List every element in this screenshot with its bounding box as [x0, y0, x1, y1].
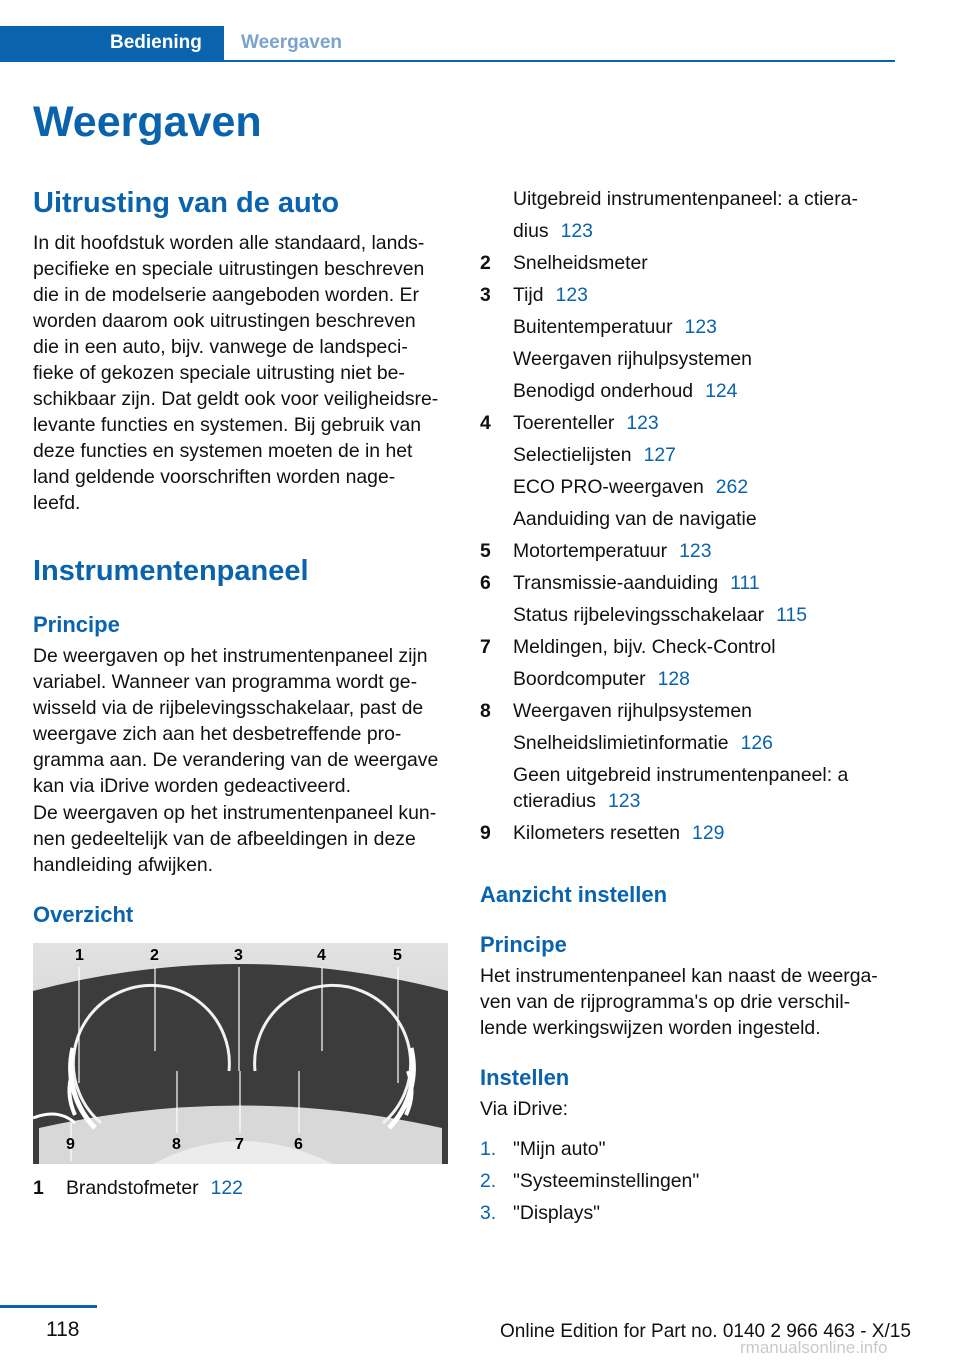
- text-line: leefd.: [33, 492, 81, 514]
- callout-5: 5: [393, 947, 402, 964]
- text-line: De weergaven op het instrumentenpaneel zijn: [33, 645, 428, 667]
- step-text: "Mijn auto": [513, 1138, 606, 1160]
- legend-label: dius: [513, 220, 549, 242]
- callout-7: 7: [235, 1136, 244, 1153]
- legend-text: [513, 503, 757, 535]
- principe-paragraph-1: [33, 643, 453, 799]
- legend-text: [513, 375, 737, 407]
- text-line: deze functies en systemen moeten de in het: [33, 440, 413, 462]
- legend-text: [513, 439, 676, 471]
- page-ref-link[interactable]: 262: [715, 476, 749, 498]
- text-line: Het instrumentenpaneel kan naast de weerga-: [480, 965, 878, 987]
- text-line: levante functies en systemen. Bij gebruik van: [33, 414, 422, 436]
- page-ref-link[interactable]: 128: [657, 668, 690, 690]
- legend-label: Status rijbelevingsschakelaar: [513, 604, 765, 626]
- text-line: lende werkingswijzen worden ingesteld.: [480, 1017, 821, 1039]
- legend-text: [513, 785, 640, 817]
- subheading-instellen: Instellen: [480, 1065, 570, 1090]
- text-line: worden daarom ook uitrustingen beschreven: [33, 310, 416, 332]
- step-number: 1.: [480, 1138, 497, 1160]
- legend-text: [513, 247, 648, 279]
- legend-text: [513, 183, 858, 215]
- footer-rule: [0, 1305, 97, 1308]
- text-line: pecifieke en speciale uitrustingen beschreven: [33, 258, 425, 280]
- legend-number: 7: [480, 636, 491, 658]
- text-line: weergave zich aan het desbetreffende pro-: [33, 723, 402, 745]
- legend-text: [513, 535, 711, 567]
- principe-paragraph-2: [33, 800, 453, 878]
- text-line: land geldende voorschriften worden nage-: [33, 466, 396, 488]
- legend-number: 9: [480, 822, 491, 844]
- legend-text: [513, 567, 760, 599]
- legend-number: 2: [480, 252, 491, 274]
- page-ref-link[interactable]: 111: [730, 572, 760, 594]
- text-line: die in de modelserie aangeboden worden. Er: [33, 284, 419, 306]
- legend-number: 4: [480, 412, 491, 434]
- legend-number: 8: [480, 700, 491, 722]
- legend-label: Buitentemperatuur: [513, 316, 673, 338]
- legend-label: Motortemperatuur: [513, 540, 668, 562]
- text-line: nen gedeeltelijk van de afbeeldingen in deze: [33, 828, 416, 850]
- legend-number: 3: [480, 284, 491, 306]
- text-line: handleiding afwijken.: [33, 854, 214, 876]
- text-line: ven van de rijprogramma's op drie verschil-: [480, 991, 851, 1013]
- page-ref-link[interactable]: 123: [679, 540, 712, 562]
- legend-text: [513, 727, 773, 759]
- step-number: 2.: [480, 1170, 497, 1192]
- header-tabs: [0, 26, 895, 62]
- text-line: die in een auto, bijv. vanwege de landspeci-: [33, 336, 408, 358]
- callout-9: 9: [66, 1136, 75, 1153]
- legend-text: [513, 343, 752, 375]
- legend-label: ECO PRO-weergaven: [513, 476, 704, 498]
- text-line: schikbaar zijn. Dat geldt ook voor veiligheidsre-: [33, 388, 439, 410]
- text-line: kan via iDrive worden gedeactiveerd.: [33, 775, 351, 797]
- legend-label: Kilometers resetten: [513, 822, 681, 844]
- instrument-cluster-illustration: [33, 943, 448, 1164]
- legend-item-1: [33, 1172, 453, 1204]
- legend-text: [513, 663, 690, 695]
- legend-number: 5: [480, 540, 491, 562]
- legend-label: Toerenteller: [513, 412, 615, 434]
- page-ref-link[interactable]: 123: [555, 284, 588, 306]
- page-ref-link[interactable]: 123: [560, 220, 593, 242]
- text-line: In dit hoofdstuk worden alle standaard, lands-: [33, 232, 425, 254]
- edition-text: Online Edition for Part no. 0140 2 966 463 - X/15: [500, 1321, 911, 1342]
- legend-label: Snelheidsmeter: [513, 252, 648, 274]
- page-number: 118: [46, 1318, 80, 1341]
- legend-label: Geen uitgebreid instrumentenpaneel: a: [513, 764, 849, 786]
- page-ref-link[interactable]: 123: [608, 790, 641, 812]
- legend-label: Uitgebreid instrumentenpaneel: a ctiera-: [513, 188, 858, 210]
- callout-4: 4: [317, 947, 326, 964]
- legend-text: [513, 215, 593, 247]
- section-heading-uitrusting: Uitrusting van de auto: [33, 187, 340, 219]
- page-ref-link[interactable]: 126: [740, 732, 773, 754]
- legend-text: [66, 1172, 243, 1204]
- legend-label: Benodigd onderhoud: [513, 380, 694, 402]
- text-line: wisseld via de rijbelevingsschakelaar, past de: [33, 697, 424, 719]
- page-ref-link[interactable]: 115: [776, 604, 808, 626]
- legend-text: [513, 817, 724, 849]
- legend-label: Transmissie-aanduiding: [513, 572, 719, 594]
- page-ref-link[interactable]: 129: [692, 822, 725, 844]
- legend-text: [513, 279, 588, 311]
- text-line: De weergaven op het instrumentenpaneel kun-: [33, 802, 437, 824]
- legend-label: Weergaven rijhulpsystemen: [513, 348, 752, 370]
- legend-number: 6: [480, 572, 491, 594]
- step-text: "Displays": [513, 1202, 601, 1224]
- legend-text: [513, 407, 659, 439]
- page-ref-link[interactable]: 122: [210, 1177, 243, 1199]
- callout-2: 2: [150, 947, 159, 964]
- legend-number: 1: [33, 1177, 44, 1199]
- page-title: Weergaven: [33, 98, 262, 146]
- section-heading-instrumentenpaneel: Instrumentenpaneel: [33, 555, 309, 587]
- text-line: gramma aan. De verandering van de weergave: [33, 749, 439, 771]
- callout-1: 1: [75, 947, 84, 964]
- legend-label: Aanduiding van de navigatie: [513, 508, 757, 530]
- legend-label: Tijd: [513, 284, 544, 306]
- step-number: 3.: [480, 1202, 497, 1224]
- tab-bediening[interactable]: Bediening: [0, 26, 224, 62]
- legend-label: Brandstofmeter: [66, 1177, 199, 1199]
- legend-text: [513, 471, 748, 503]
- legend-label: Meldingen, bijv. Check-Control: [513, 636, 776, 658]
- section-uitrusting-text: [33, 230, 453, 516]
- legend-text: [513, 631, 776, 663]
- legend-text: [513, 311, 717, 343]
- text-line: variabel. Wanneer van programma wordt ge-: [33, 671, 418, 693]
- page-ref-link[interactable]: 127: [643, 444, 676, 466]
- section-heading-aanzicht-instellen: Aanzicht instellen: [480, 882, 668, 907]
- legend-label: Selectielijsten: [513, 444, 632, 466]
- legend-label: ctieradius: [513, 790, 596, 812]
- subheading-principe: Principe: [33, 612, 120, 637]
- page-ref-link[interactable]: 123: [684, 316, 717, 338]
- callout-8: 8: [172, 1136, 181, 1153]
- legend-text: [513, 599, 807, 631]
- legend-label: Weergaven rijhulpsystemen: [513, 700, 752, 722]
- via-idrive-text: Via iDrive:: [480, 1098, 569, 1120]
- callout-6: 6: [294, 1136, 303, 1153]
- watermark: rmanualsonline.info: [740, 1338, 888, 1357]
- aanzicht-principe-text: [480, 963, 900, 1041]
- step-text: "Systeeminstellingen": [513, 1170, 700, 1192]
- legend-text: [513, 695, 752, 727]
- instrument-cluster-figure: [33, 943, 448, 1164]
- subheading-principe-2: Principe: [480, 932, 567, 957]
- callout-3: 3: [234, 947, 243, 964]
- subheading-overzicht: Overzicht: [33, 902, 134, 927]
- text-line: fieke of gekozen speciale uitrusting niet be-: [33, 362, 405, 384]
- tab-weergaven[interactable]: Weergaven: [241, 32, 343, 53]
- legend-label: Boordcomputer: [513, 668, 646, 690]
- page-ref-link[interactable]: 124: [705, 380, 738, 402]
- page-ref-link[interactable]: 123: [626, 412, 659, 434]
- legend-label: Snelheidslimietinformatie: [513, 732, 729, 754]
